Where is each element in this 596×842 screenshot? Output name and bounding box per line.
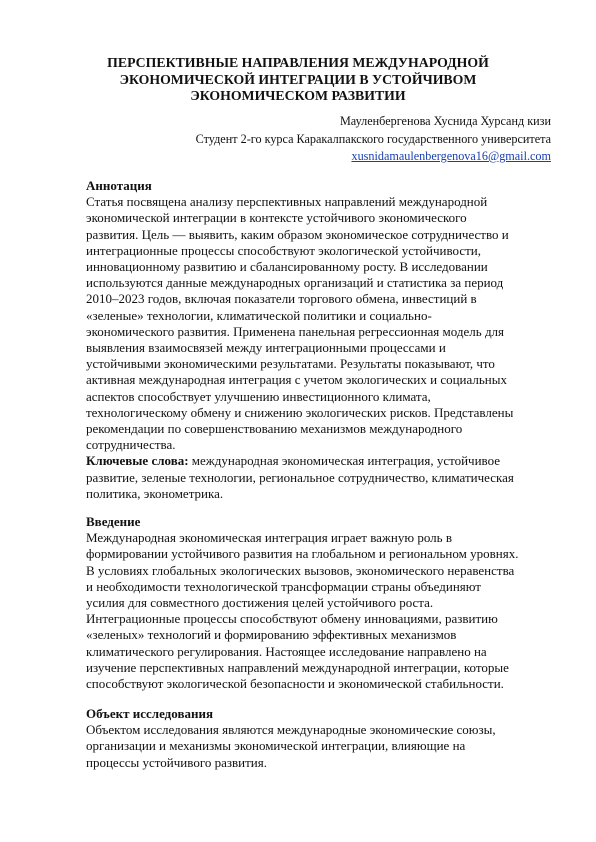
author-email-link[interactable]: xusnidamaulenbergenova16@gmail.com	[351, 149, 551, 163]
research-object-line: организации и механизмы экономической интеграции, влияющие на	[86, 738, 466, 754]
author-name: Мауленбергенова Хуснида Хурсанд кизи	[339, 114, 551, 128]
title-line: ПЕРСПЕКТИВНЫЕ НАПРАВЛЕНИЯ МЕЖДУНАРОДНОЙ	[107, 55, 489, 70]
introduction-line: Международная экономическая интеграция играет важную роль в	[86, 530, 452, 546]
introduction-line: климатического регулирования. Настоящее исследование направлено на	[86, 643, 487, 659]
keywords-text: международная экономическая интеграция, устойчивое	[188, 453, 501, 469]
research-object-heading: Объект исследования	[86, 706, 213, 721]
abstract-line: инновационному развитию и сбалансированному росту. В исследовании	[86, 259, 488, 275]
introduction-heading: Введение	[86, 514, 141, 529]
keywords-label: Ключевые слова:	[86, 453, 189, 469]
abstract-line: экономического развития. Применена панельная регрессионная модель для	[86, 323, 505, 339]
abstract-line: сотрудничества.	[86, 437, 176, 453]
abstract-line: активная международная интеграция с учетом экологических и социальных	[86, 372, 507, 388]
author-affiliation: Студент 2-го курса Каракалпакского государственного университета	[195, 131, 551, 146]
title-line: ЭКОНОМИЧЕСКОМ РАЗВИТИИ	[190, 88, 406, 103]
abstract-line: Статья посвящена анализу перспективных направлений международной	[86, 194, 488, 210]
introduction-section	[86, 514, 556, 692]
abstract-line: «зеленые» технологии, климатической политики и социально-	[86, 307, 432, 323]
introduction-line: формировании устойчивого развития на глобальном и региональном уровнях.	[86, 546, 519, 562]
abstract-line: выявления взаимосвязей между интеграционными процессами и	[86, 340, 446, 356]
abstract-line: 2010–2023 годов, включая показатели торгового обмена, инвестиций в	[86, 291, 477, 307]
abstract-line: аспектов способствует улучшению инвестиционного климата,	[86, 388, 431, 404]
introduction-line: «зеленых» технологий и формированию эффективных механизмов	[86, 627, 457, 643]
abstract-line: устойчивыми экономическими результатами. Результаты показывают, что	[86, 356, 495, 372]
abstract-heading: Аннотация	[86, 178, 152, 193]
research-object-line: процессы устойчивого развития.	[86, 754, 267, 770]
abstract-line: экономической интеграции в контексте устойчивого экономического	[86, 210, 467, 226]
keywords-line: политика, эконометрика.	[86, 485, 224, 501]
title-line: ЭКОНОМИЧЕСКОЙ ИНТЕГРАЦИИ В УСТОЙЧИВОМ	[119, 71, 477, 87]
introduction-line: и необходимости технологической трансформации страны объединяют	[86, 578, 481, 594]
research-object-line: Объектом исследования являются международные экономические союзы,	[86, 722, 496, 738]
abstract-line: технологическому обмену и снижению экологических рисков. Представлены	[86, 404, 514, 420]
abstract-line: рекомендации по совершенствованию механизмов международного	[86, 421, 463, 437]
abstract-section	[86, 178, 556, 502]
abstract-line: интеграционные процессы способствуют экологической устойчивости,	[86, 242, 482, 258]
keywords-line	[86, 453, 556, 469]
introduction-line: усилия для совместного достижения целей устойчивого роста.	[86, 595, 434, 611]
introduction-line: способствуют экологической безопасности и экономической стабильности.	[86, 676, 504, 692]
research-object-section	[86, 706, 556, 771]
paper-title	[60, 55, 536, 105]
introduction-line: В условиях глобальных экологических вызовов, экономического неравенства	[86, 562, 515, 578]
introduction-line: Интеграционные процессы способствуют обмену инновациями, развитию	[86, 611, 498, 627]
abstract-line: используются данные международных организаций и статистика за период	[86, 275, 504, 291]
abstract-line: развития. Цель — выявить, каким образом экономическое сотрудничество и	[86, 226, 509, 242]
keywords-line: развитие, зеленые технологии, региональное сотрудничество, климатическая	[86, 469, 514, 485]
author-block	[71, 113, 551, 166]
introduction-line: изучение перспективных направлений международной интеграции, которые	[86, 659, 509, 675]
